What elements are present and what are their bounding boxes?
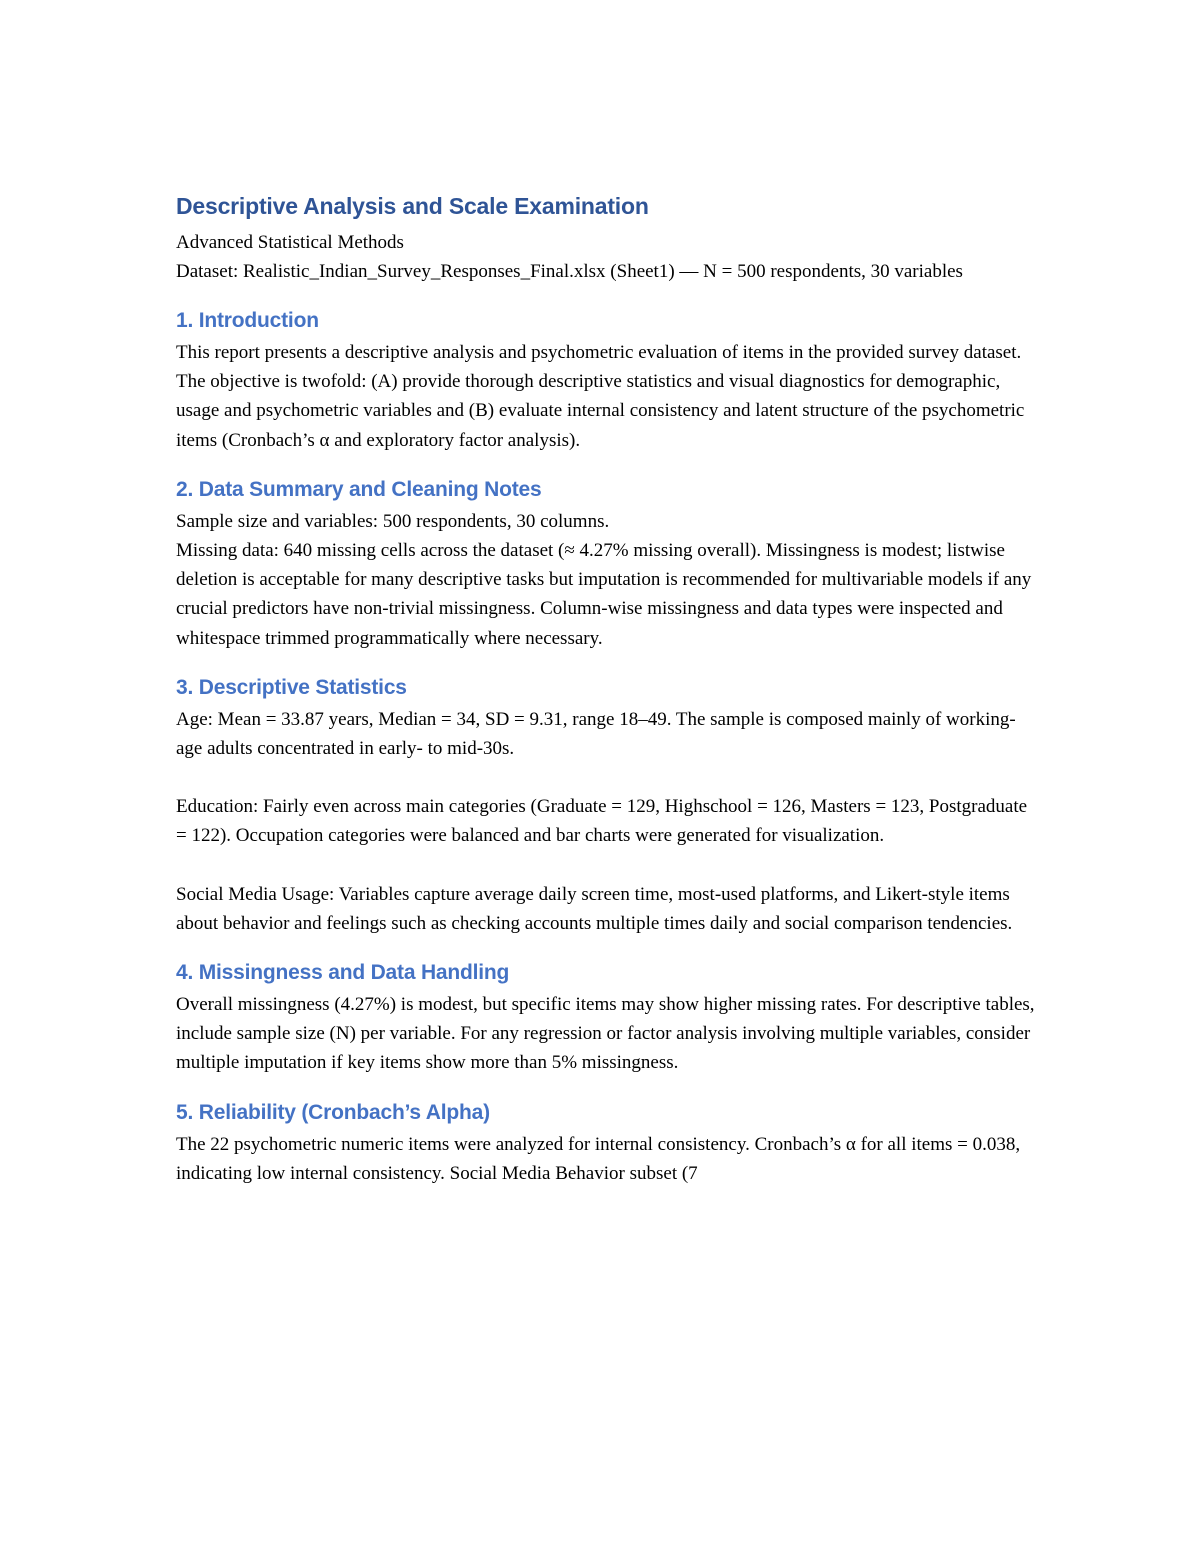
section-introduction (176, 306, 1036, 455)
paragraph: The 22 psychometric numeric items were analyzed for internal consistency. Cronbach’s α for all items = 0.038, indicating low internal consistency. Social Media Behavior subset (7 (176, 1133, 1021, 1184)
section-descriptive-statistics (176, 673, 1036, 938)
section-data-summary (176, 475, 1036, 653)
document-title: Descriptive Analysis and Scale Examination (176, 193, 649, 219)
paragraph: Overall missingness (4.27%) is modest, but specific items may show higher missing rates. For descriptive tables, include sample size (N) per variable. For any regression or factor analysis involving multiple variables, consider multiple imputation if key items show more than 5% missingness. (176, 994, 1035, 1074)
section-heading: 1. Introduction (176, 309, 319, 332)
paragraph: Social Media Usage: Variables capture average daily screen time, most-used platforms, and Likert-style items about behavior and feelings such as checking accounts multiple times daily and social comparison tendencies. (176, 883, 1013, 934)
paragraph: This report presents a descriptive analysis and psychometric evaluation of items in the provided survey dataset. The objective is twofold: (A) provide thorough descriptive statistics and visual diagnostics for demographic, usage and psychometric variables and (B) evaluate internal consistency and latent structure of the psychometric items (Cronbach’s α and exploratory factor analysis). (176, 342, 1025, 451)
paragraph: Age: Mean = 33.87 years, Median = 34, SD = 9.31, range 18–49. The sample is composed mainly of working-age adults concentrated in early- to mid-30s. (176, 708, 1016, 760)
section-heading: 4. Missingness and Data Handling (176, 961, 510, 985)
paragraph: Missing data: 640 missing cells across the dataset (≈ 4.27% missing overall). Missingness is modest; listwise deletion is acceptable for many descriptive tasks but imputation is recommended for multivariable models if any crucial predictors have non-trivial missingness. Column-wise missingness and data types were inspected and whitespace trimmed programmatically where necessary. (176, 540, 1032, 649)
document-page (176, 190, 1036, 1188)
paragraph: Education: Fairly even across main categories (Graduate = 129, Highschool = 126, Masters = 123, Postgraduate = 122). Occupation categories were balanced and bar charts were generated for visualization. (176, 796, 1028, 847)
section-heading: 3. Descriptive Statistics (176, 675, 407, 699)
section-heading: 5. Reliability (Cronbach’s Alpha) (176, 1100, 490, 1124)
section-heading: 2. Data Summary and Cleaning Notes (176, 477, 542, 501)
dataset-line: Dataset: Realistic_Indian_Survey_Responses_Final.xlsx (Sheet1) — N = 500 respondents, 30 variables (176, 261, 963, 282)
document-subtitle: Advanced Statistical Methods (176, 232, 404, 253)
section-reliability (176, 1098, 1036, 1188)
paragraph: Sample size and variables: 500 respondents, 30 columns. (176, 510, 610, 532)
section-missingness (176, 958, 1036, 1078)
